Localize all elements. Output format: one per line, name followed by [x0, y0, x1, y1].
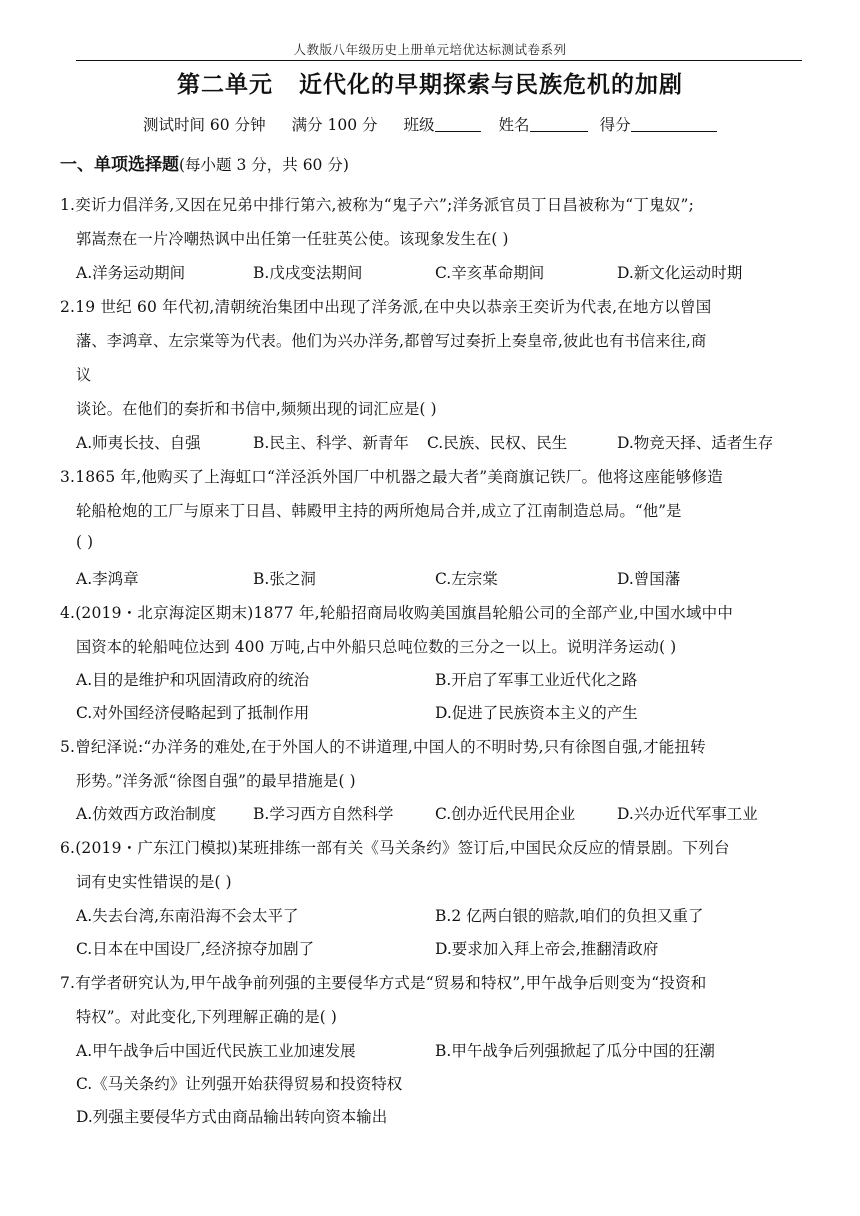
- question-1-line: 1.奕䜣力倡洋务,又因在兄弟中排行第六,被称为“鬼子六”;洋务派官员丁日昌被称为“丁鬼奴”;: [60, 196, 694, 214]
- question-7-option-a[interactable]: A.甲午战争后中国近代民族工业加速发展: [76, 1042, 356, 1060]
- unit-label: 第二单元: [177, 72, 273, 98]
- question-2-line: 议: [76, 366, 92, 384]
- question-4-line: 国资本的轮船吨位达到 400 万吨,占中外船只总吨位数的三分之一以上。说明洋务运动( ): [76, 638, 677, 656]
- question-2-line: 藩、李鸿章、左宗棠等为代表。他们为兴办洋务,都曾写过奏折上奏皇帝,彼此也有书信来往,商: [76, 332, 707, 350]
- score-label: 得分: [599, 116, 631, 134]
- question-3-option-c[interactable]: C.左宗棠: [435, 570, 498, 588]
- question-3-line: 轮船枪炮的工厂与原来丁日昌、韩殿甲主持的两所炮局合并,成立了江南制造总局。“他”是: [76, 502, 682, 520]
- question-3-option-a[interactable]: A.李鸿章: [76, 570, 139, 588]
- question-6-option-c[interactable]: C.日本在中国设厂,经济掠夺加剧了: [76, 940, 315, 958]
- question-7-option-b[interactable]: B.甲午战争后列强掀起了瓜分中国的狂潮: [435, 1042, 715, 1060]
- question-6-line: 词有史实性错误的是( ): [76, 873, 232, 891]
- question-3-line: ( ): [76, 533, 94, 551]
- question-1-line: 郭嵩焘在一片冷嘲热讽中出任第一任驻英公使。该现象发生在( ): [76, 230, 509, 248]
- question-7-option-c[interactable]: C.《马关条约》让列强开始获得贸易和投资特权: [76, 1075, 403, 1093]
- question-6-option-b[interactable]: B.2 亿两白银的赔款,咱们的负担又重了: [435, 907, 704, 925]
- full-score: 满分 100 分: [291, 116, 378, 134]
- question-4-line: 4.(2019・北京海淀区期末)1877 年,轮船招商局收购美国旗昌轮船公司的全部产业,中国水域中中: [60, 604, 734, 622]
- question-4-option-d[interactable]: D.促进了民族资本主义的产生: [435, 704, 638, 722]
- question-2-option-b[interactable]: B.民主、科学、新青年: [253, 434, 409, 452]
- question-2-option-d[interactable]: D.物竞天择、适者生存: [617, 434, 774, 452]
- question-7-option-d[interactable]: D.列强主要侵华方式由商品输出转向资本输出: [76, 1108, 388, 1126]
- question-5-line: 形势。”洋务派“徐图自强”的最早措施是( ): [76, 772, 356, 790]
- question-2-line: 2.19 世纪 60 年代初,清朝统治集团中出现了洋务派,在中央以恭亲王奕䜣为代表,在地方以曾国: [60, 298, 712, 316]
- section-heading: [60, 150, 349, 175]
- section-note: (每小题 3 分，共 60 分): [179, 156, 349, 174]
- question-3-option-b[interactable]: B.张之洞: [253, 570, 316, 588]
- question-3-option-d[interactable]: D.曾国藩: [617, 570, 681, 588]
- page-title: [0, 66, 860, 99]
- question-4-option-c[interactable]: C.对外国经济侵略起到了抵制作用: [76, 704, 310, 722]
- unit-name: 近代化的早期探索与民族危机的加剧: [299, 72, 683, 98]
- name-label: 姓名: [498, 116, 530, 134]
- question-4-option-a[interactable]: A.目的是维护和巩固清政府的统治: [76, 671, 310, 689]
- question-7-line: 特权”。对此变化,下列理解正确的是( ): [76, 1008, 338, 1026]
- question-2-option-a[interactable]: A.师夷长技、自强: [76, 434, 201, 452]
- question-1-option-d[interactable]: D.新文化运动时期: [617, 264, 743, 282]
- section-title: 一、单项选择题: [60, 155, 179, 175]
- score-blank[interactable]: [631, 117, 717, 132]
- series-header: 人教版八年级历史上册单元培优达标测试卷系列: [293, 42, 567, 57]
- question-3-line: 3.1865 年,他购买了上海虹口“洋泾浜外国厂中机器之最大者”美商旗记铁厂。他将这座能够修造: [60, 468, 723, 486]
- question-5-line: 5.曾纪泽说:“办洋务的难处,在于外国人的不讲道理,中国人的不明时势,只有徐图自强,才能扭转: [60, 738, 706, 756]
- class-label: 班级: [403, 116, 435, 134]
- question-6-option-d[interactable]: D.要求加入拜上帝会,推翻清政府: [435, 940, 659, 958]
- question-5-option-a[interactable]: A.仿效西方政治制度: [76, 805, 217, 823]
- question-6-line: 6.(2019・广东江门模拟)某班排练一部有关《马关条约》签订后,中国民众反应的情景剧。下列台: [60, 839, 730, 857]
- header-divider: [76, 60, 802, 61]
- question-1-option-b[interactable]: B.戊戌变法期间: [253, 264, 363, 282]
- question-5-option-c[interactable]: C.创办近代民用企业: [435, 805, 576, 823]
- question-4-option-b[interactable]: B.开启了军事工业近代化之路: [435, 671, 638, 689]
- question-1-option-a[interactable]: A.洋务运动期间: [76, 264, 186, 282]
- test-time: 测试时间 60 分钟: [143, 116, 266, 134]
- question-6-option-a[interactable]: A.失去台湾,东南沿海不会太平了: [76, 907, 299, 925]
- question-7-line: 7.有学者研究认为,甲午战争前列强的主要侵华方式是“贸易和特权”,甲午战争后则变为“投资和: [60, 974, 707, 992]
- question-5-option-d[interactable]: D.兴办近代军事工业: [617, 805, 758, 823]
- question-5-option-b[interactable]: B.学习西方自然科学: [253, 805, 394, 823]
- question-2-option-c[interactable]: C.民族、民权、民生: [427, 434, 568, 452]
- question-2-line: 谈论。在他们的奏折和书信中,频频出现的词汇应是( ): [76, 400, 437, 418]
- exam-info-row: [143, 113, 717, 135]
- class-blank[interactable]: [435, 117, 481, 132]
- name-blank[interactable]: [530, 117, 588, 132]
- question-1-option-c[interactable]: C.辛亥革命期间: [435, 264, 545, 282]
